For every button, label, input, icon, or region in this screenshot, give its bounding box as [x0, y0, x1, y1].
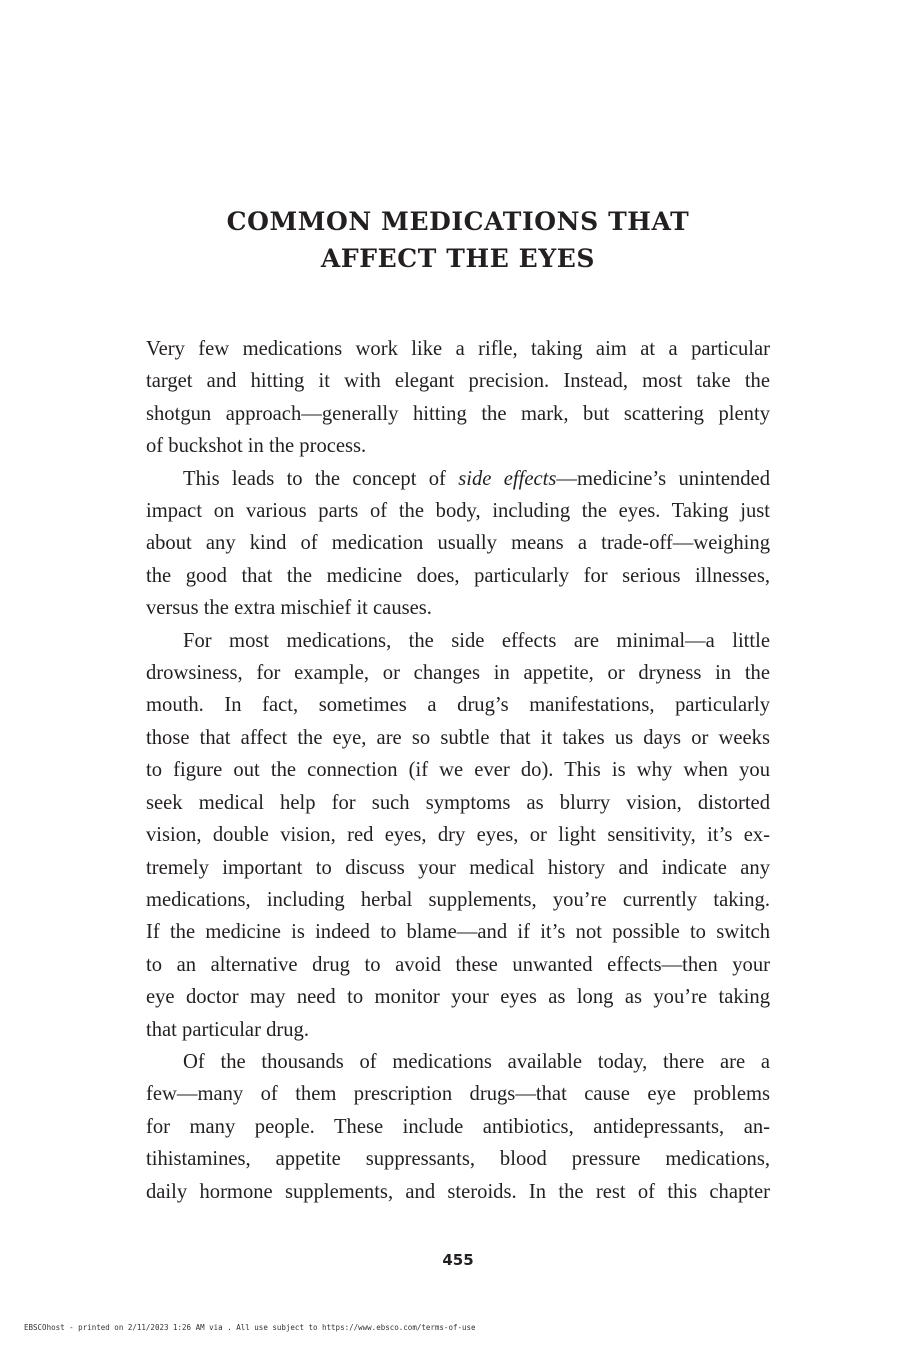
side-effects-term: side effects	[458, 467, 557, 490]
paragraph-3-line-13: that particular drug.	[146, 1018, 309, 1041]
paragraph-1-line-4: of buckshot in the process.	[146, 435, 367, 458]
paragraph-1-line-2: target and hitting it with elegant precision. Instead, most take the	[146, 370, 770, 393]
paragraph-3-line-5: to figure out the connection (if we ever do). This is why when you	[146, 759, 770, 782]
page-number: 455	[442, 1251, 474, 1269]
paragraph-1-line-1: Very few medications work like a rifle, taking aim at a particular	[146, 338, 770, 360]
paragraph-4-line-1: Of the thousands of medications available today, there are a	[183, 1050, 770, 1073]
paragraph-1-line-3: shotgun approach—generally hitting the mark, but scattering plenty	[146, 402, 770, 425]
paragraph-3-line-2: drowsiness, for example, or changes in appetite, or dryness in the	[146, 662, 770, 685]
paragraph-3-line-11: to an alternative drug to avoid these unwanted effects—then your	[146, 953, 770, 976]
paragraph-4-line-3: for many people. These include antibiotics, antidepressants, an-	[146, 1115, 770, 1138]
footer-note: EBSCOhost - printed on 2/11/2023 1:26 AM via . All use subject to https://www.ebsco.com/terms-of-use	[24, 1323, 476, 1332]
paragraph-2-line-2: impact on various parts of the body, including the eyes. Taking just	[146, 500, 770, 523]
paragraph-2-line-1	[146, 463, 770, 495]
paragraph-3-line-8: tremely important to discuss your medical history and indicate any	[146, 856, 770, 879]
paragraph-2-text-before: This leads to the concept of	[183, 467, 459, 490]
paragraph-2-line-4: the good that the medicine does, particularly for serious illnesses,	[146, 564, 770, 587]
paragraph-3-line-7: vision, double vision, red eyes, dry eyes, or light sensitivity, it’s ex-	[146, 824, 770, 847]
paragraph-3-line-10: If the medicine is indeed to blame—and if it’s not possible to switch	[146, 921, 770, 944]
paragraph-2-text-after: —medicine’s unintended	[556, 467, 770, 490]
chapter-title	[146, 203, 770, 277]
paragraph-4-line-5: daily hormone supplements, and steroids. In the rest of this chapter	[146, 1180, 770, 1203]
paragraph-3-line-4: those that affect the eye, are so subtle that it takes us days or weeks	[146, 726, 770, 749]
paragraph-3-line-3: mouth. In fact, sometimes a drug’s manifestations, particularly	[146, 694, 770, 717]
paragraph-3-line-1: For most medications, the side effects are minimal—a little	[183, 629, 770, 652]
body-text	[146, 333, 770, 1208]
paragraph-4-line-4: tihistamines, appetite suppressants, blood pressure medications,	[146, 1148, 770, 1171]
chapter-title-line-1: COMMON MEDICATIONS THAT	[226, 207, 690, 236]
paragraph-4-line-2: few—many of them prescription drugs—that cause eye problems	[146, 1083, 770, 1106]
chapter-title-line-2: AFFECT THE EYES	[320, 244, 596, 273]
paragraph-2-line-3: about any kind of medication usually means a trade-off—weighing	[146, 532, 770, 555]
paragraph-3-line-6: seek medical help for such symptoms as blurry vision, distorted	[146, 791, 770, 814]
paragraph-3-line-9: medications, including herbal supplements, you’re currently taking.	[146, 888, 770, 911]
paragraph-3-line-12: eye doctor may need to monitor your eyes as long as you’re taking	[146, 986, 770, 1009]
paragraph-2-line-5: versus the extra mischief it causes.	[146, 597, 432, 620]
